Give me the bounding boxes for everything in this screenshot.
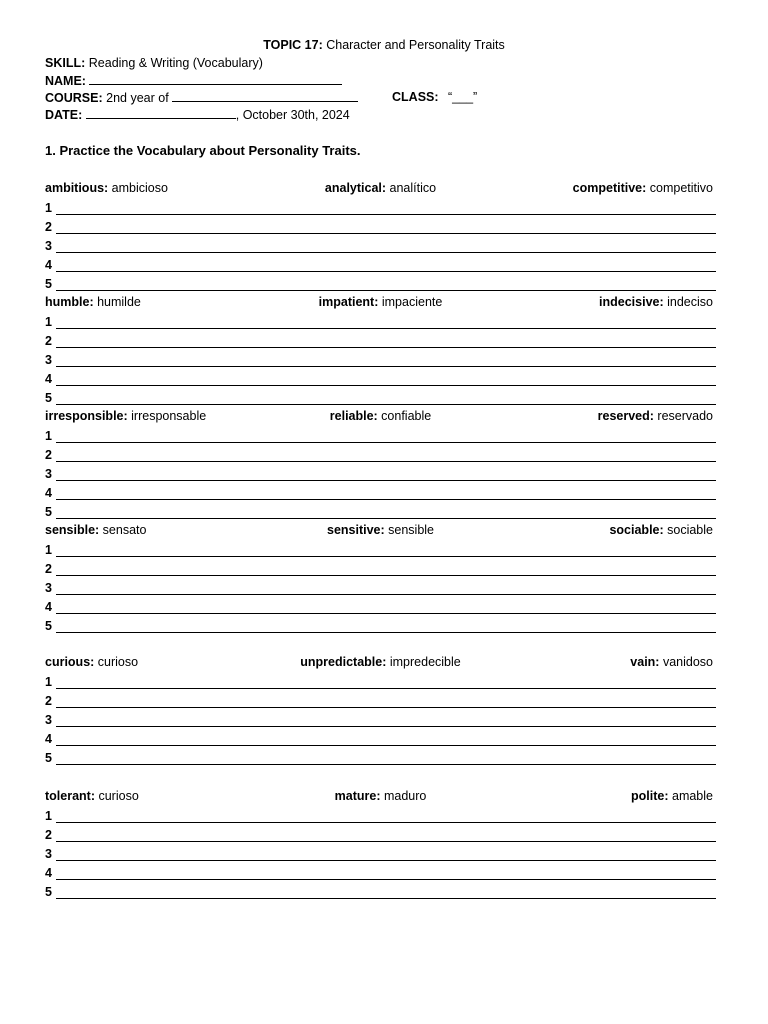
vocab-word <box>325 180 436 196</box>
writing-line <box>45 465 716 484</box>
vocab-word <box>45 180 168 196</box>
writing-line <box>45 807 716 826</box>
answer-blank[interactable] <box>56 764 716 765</box>
line-number: 1 <box>45 429 52 443</box>
writing-line <box>45 711 716 730</box>
writing-line <box>45 275 716 294</box>
answer-blank[interactable] <box>56 632 716 633</box>
writing-line <box>45 864 716 883</box>
vocab-word <box>335 788 427 804</box>
topic-label: TOPIC 17: <box>263 38 323 52</box>
vocab-word-spanish: maduro <box>380 789 427 803</box>
vocab-word <box>319 294 443 310</box>
vocab-words-row <box>45 788 716 807</box>
answer-blank[interactable] <box>56 214 716 215</box>
line-number: 2 <box>45 334 52 348</box>
writing-line <box>45 673 716 692</box>
course-label: COURSE: <box>45 91 103 105</box>
vocab-word-spanish: humilde <box>93 295 141 309</box>
vocab-word-spanish: analítico <box>386 181 437 195</box>
line-number: 4 <box>45 732 52 746</box>
vocab-word <box>45 654 138 670</box>
vocab-word-english: curious: <box>45 655 95 669</box>
date-label: DATE: <box>45 108 83 122</box>
line-number: 3 <box>45 847 52 861</box>
writing-line <box>45 389 716 408</box>
answer-blank[interactable] <box>56 745 716 746</box>
vocab-group <box>45 788 716 902</box>
class-label: CLASS: <box>392 90 439 104</box>
answer-blank[interactable] <box>56 556 716 557</box>
line-number: 1 <box>45 675 52 689</box>
line-number: 3 <box>45 239 52 253</box>
vocab-words-row <box>45 654 716 673</box>
date-text: , October 30th, 2024 <box>235 108 350 122</box>
vocab-word-english: tolerant: <box>45 789 95 803</box>
writing-line <box>45 351 716 370</box>
answer-blank[interactable] <box>56 575 716 576</box>
answer-blank[interactable] <box>56 822 716 823</box>
topic-title <box>0 37 768 53</box>
writing-line <box>45 199 716 218</box>
line-number: 5 <box>45 505 52 519</box>
vocab-word <box>631 788 713 804</box>
vocab-word-spanish: amable <box>668 789 713 803</box>
line-number: 3 <box>45 467 52 481</box>
vocab-word <box>45 294 141 310</box>
vocab-words-row <box>45 180 716 199</box>
vocab-word <box>330 408 431 424</box>
vocab-word <box>598 408 713 424</box>
vocab-word-english: unpredictable: <box>300 655 387 669</box>
vocab-word <box>45 788 139 804</box>
answer-blank[interactable] <box>56 366 716 367</box>
vocab-word-english: sensible: <box>45 523 100 537</box>
vocab-word <box>45 522 146 538</box>
vocab-words-row <box>45 522 716 541</box>
name-line <box>45 72 342 89</box>
name-blank[interactable] <box>89 72 342 85</box>
writing-line <box>45 617 716 636</box>
line-number: 5 <box>45 751 52 765</box>
writing-line <box>45 503 716 522</box>
answer-blank[interactable] <box>56 594 716 595</box>
answer-blank[interactable] <box>56 707 716 708</box>
line-number: 5 <box>45 277 52 291</box>
line-number: 2 <box>45 562 52 576</box>
vocab-word-english: analytical: <box>324 181 387 195</box>
line-number: 1 <box>45 809 52 823</box>
skill-label: SKILL: <box>45 56 86 70</box>
answer-blank[interactable] <box>56 613 716 614</box>
vocab-word-english: vain: <box>630 655 660 669</box>
skill-line <box>45 55 263 71</box>
course-text: 2nd year of <box>106 91 169 105</box>
line-number: 1 <box>45 201 52 215</box>
course-line <box>45 89 358 106</box>
line-number: 2 <box>45 828 52 842</box>
answer-blank[interactable] <box>56 480 716 481</box>
vocab-word-english: ambitious: <box>45 181 109 195</box>
vocab-word-spanish: sensible <box>384 523 435 537</box>
writing-line <box>45 484 716 503</box>
writing-line <box>45 845 716 864</box>
name-label: NAME: <box>45 74 86 88</box>
answer-blank[interactable] <box>56 841 716 842</box>
line-number: 3 <box>45 713 52 727</box>
vocab-word-english: sensitive: <box>326 523 385 537</box>
line-number: 3 <box>45 353 52 367</box>
answer-blank[interactable] <box>56 898 716 899</box>
vocab-word-spanish: ambicioso <box>108 181 168 195</box>
writing-line <box>45 237 716 256</box>
writing-line <box>45 541 716 560</box>
vocab-group <box>45 294 716 408</box>
answer-blank[interactable] <box>56 385 716 386</box>
vocab-word-spanish: competitivo <box>646 181 713 195</box>
writing-line <box>45 598 716 617</box>
vocab-group <box>45 522 716 636</box>
line-number: 4 <box>45 486 52 500</box>
writing-line <box>45 332 716 351</box>
vocab-word <box>300 654 460 670</box>
writing-line <box>45 427 716 446</box>
class-value[interactable]: “___” <box>448 90 478 104</box>
vocab-word-spanish: reservado <box>653 409 713 423</box>
line-number: 3 <box>45 581 52 595</box>
vocab-word-english: sociable: <box>609 523 664 537</box>
vocab-group <box>45 408 716 522</box>
answer-blank[interactable] <box>56 518 716 519</box>
line-number: 5 <box>45 391 52 405</box>
vocab-word-english: impatient: <box>318 295 379 309</box>
section-heading: 1. Practice the Vocabulary about Personality Traits. <box>45 143 361 158</box>
line-number: 2 <box>45 220 52 234</box>
date-line <box>45 106 350 123</box>
vocab-word-spanish: curioso <box>95 789 139 803</box>
vocab-word-english: reliable: <box>329 409 378 423</box>
vocab-word-spanish: impaciente <box>378 295 443 309</box>
writing-line <box>45 313 716 332</box>
writing-line <box>45 446 716 465</box>
writing-line <box>45 218 716 237</box>
topic-text: Character and Personality Traits <box>326 38 505 52</box>
writing-line <box>45 692 716 711</box>
writing-line <box>45 579 716 598</box>
line-number: 4 <box>45 866 52 880</box>
vocab-word <box>45 408 206 424</box>
vocab-word-spanish: confiable <box>377 409 432 423</box>
vocab-group <box>45 654 716 768</box>
answer-blank[interactable] <box>56 442 716 443</box>
class-line <box>392 89 477 105</box>
vocab-word-spanish: vanidoso <box>659 655 713 669</box>
writing-line <box>45 826 716 845</box>
line-number: 1 <box>45 315 52 329</box>
line-number: 5 <box>45 619 52 633</box>
answer-blank[interactable] <box>56 461 716 462</box>
writing-line <box>45 370 716 389</box>
vocab-group <box>45 180 716 294</box>
vocab-word-spanish: indeciso <box>663 295 713 309</box>
vocab-word-spanish: sociable <box>663 523 713 537</box>
line-number: 1 <box>45 543 52 557</box>
answer-blank[interactable] <box>56 499 716 500</box>
course-blank[interactable] <box>172 89 358 102</box>
answer-blank[interactable] <box>56 879 716 880</box>
answer-blank[interactable] <box>56 328 716 329</box>
vocab-word-english: irresponsible: <box>45 409 128 423</box>
vocab-word <box>630 654 713 670</box>
writing-line <box>45 560 716 579</box>
date-blank[interactable] <box>86 106 236 119</box>
answer-blank[interactable] <box>56 726 716 727</box>
vocab-word-spanish: sensato <box>99 523 147 537</box>
line-number: 4 <box>45 258 52 272</box>
line-number: 5 <box>45 885 52 899</box>
answer-blank[interactable] <box>56 688 716 689</box>
vocab-words-row <box>45 408 716 427</box>
vocab-word-english: competitive: <box>572 181 647 195</box>
line-number: 2 <box>45 694 52 708</box>
vocab-word-english: humble: <box>45 295 94 309</box>
answer-blank[interactable] <box>56 290 716 291</box>
vocab-word-english: mature: <box>334 789 381 803</box>
answer-blank[interactable] <box>56 404 716 405</box>
vocab-word-english: polite: <box>631 789 669 803</box>
vocab-word <box>573 180 713 196</box>
vocab-word-spanish: irresponsable <box>127 409 207 423</box>
line-number: 2 <box>45 448 52 462</box>
vocab-word <box>599 294 713 310</box>
vocab-word <box>327 522 434 538</box>
answer-blank[interactable] <box>56 233 716 234</box>
writing-line <box>45 730 716 749</box>
vocab-words-row <box>45 294 716 313</box>
vocab-word-english: indecisive: <box>599 295 664 309</box>
answer-blank[interactable] <box>56 860 716 861</box>
answer-blank[interactable] <box>56 252 716 253</box>
vocab-word-spanish: impredecible <box>386 655 461 669</box>
line-number: 4 <box>45 372 52 386</box>
vocab-word <box>609 522 713 538</box>
writing-line <box>45 256 716 275</box>
vocab-word-spanish: curioso <box>94 655 139 669</box>
vocab-word-english: reserved: <box>597 409 654 423</box>
writing-line <box>45 883 716 902</box>
skill-text: Reading & Writing (Vocabulary) <box>88 56 263 70</box>
answer-blank[interactable] <box>56 271 716 272</box>
writing-line <box>45 749 716 768</box>
answer-blank[interactable] <box>56 347 716 348</box>
line-number: 4 <box>45 600 52 614</box>
